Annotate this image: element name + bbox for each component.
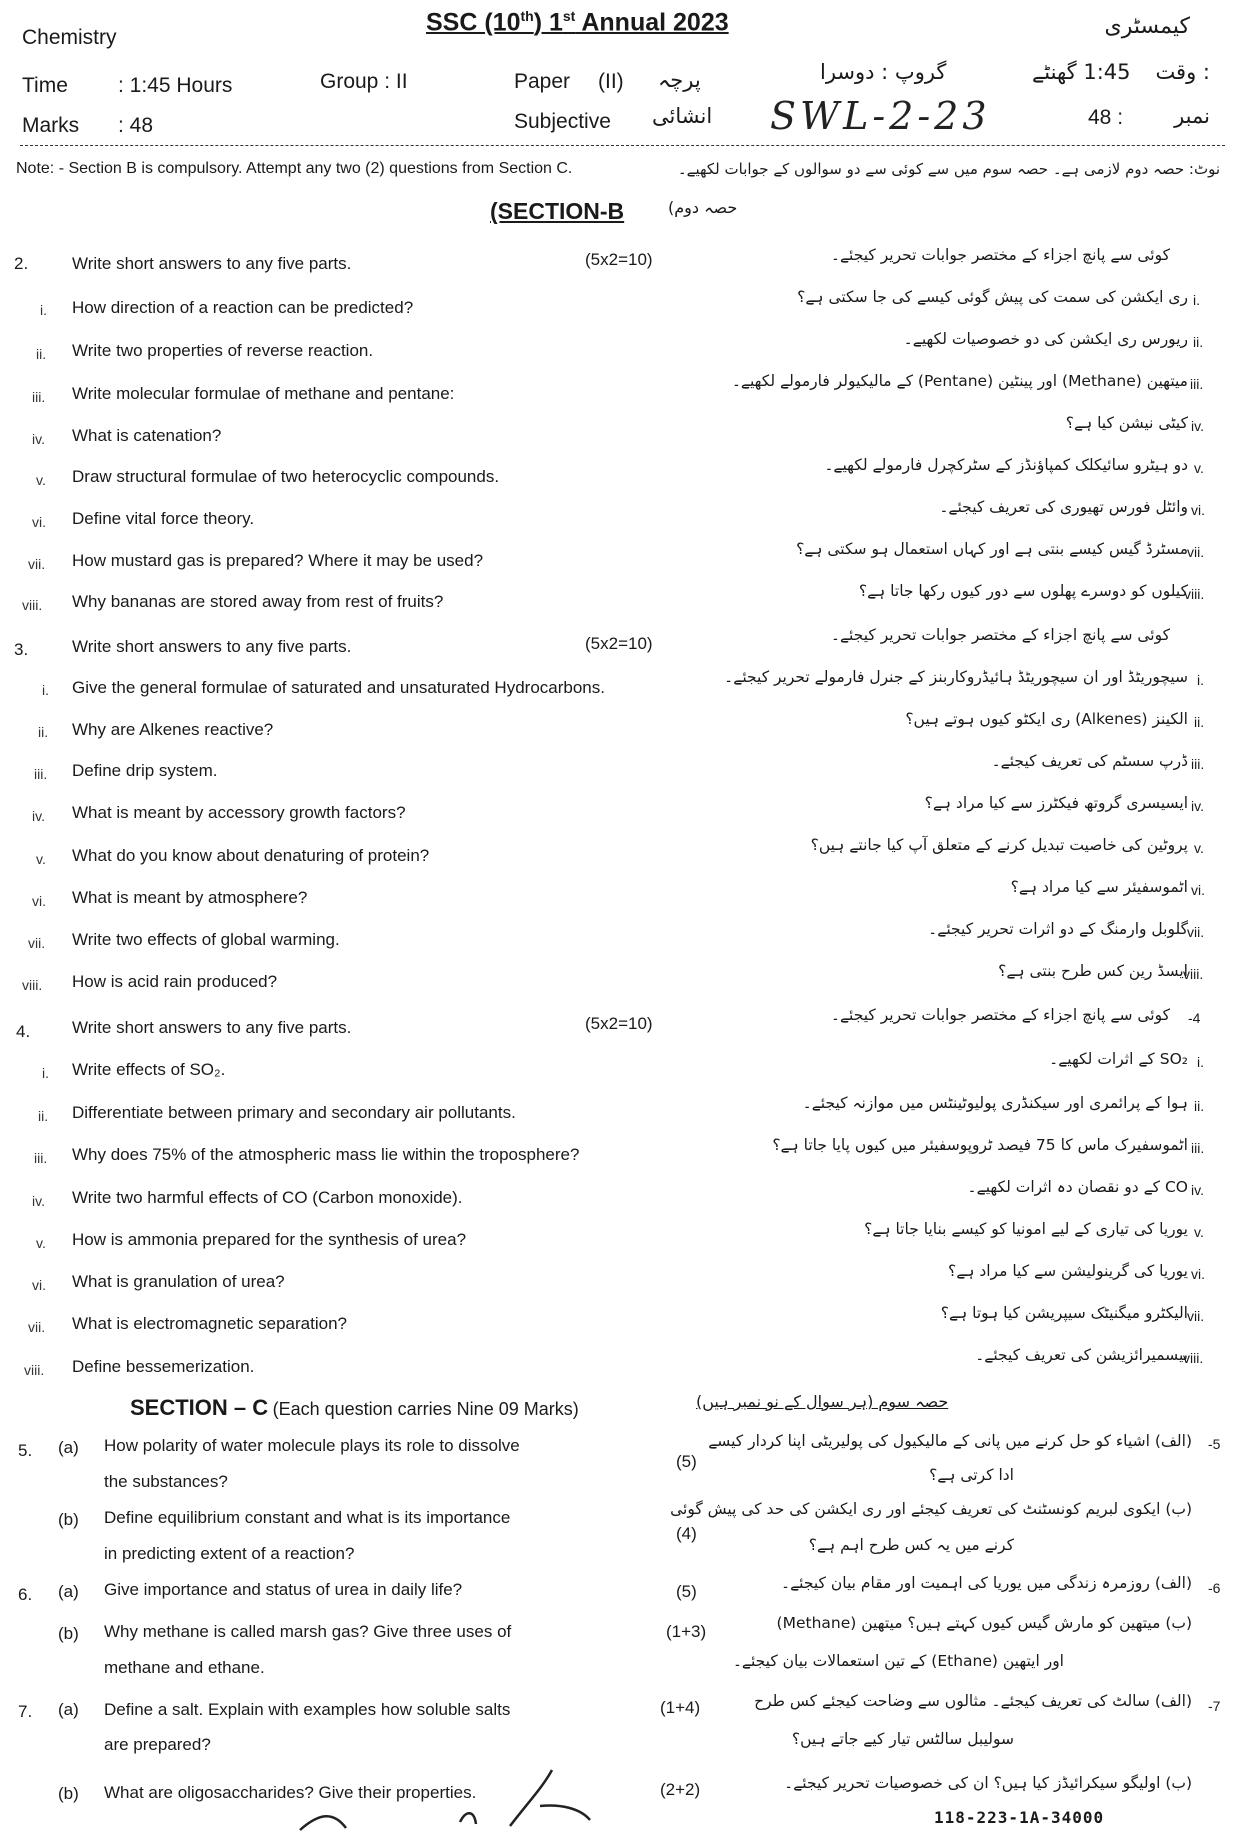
question-marks: (5x2=10) <box>585 634 653 653</box>
part-text-urdu: یوریا کی تیاری کے لیے امونیا کو کیسے بنایا جاتا ہے؟ <box>864 1220 1188 1238</box>
part-number-urdu: iii. <box>1190 376 1204 392</box>
part-number-urdu: ii. <box>1194 714 1205 730</box>
part-text: Write two properties of reverse reaction. <box>72 341 374 360</box>
part-number-urdu: v. <box>1194 1224 1204 1240</box>
part-number-urdu: viii. <box>1183 966 1204 982</box>
question-marks: (5) <box>676 1582 697 1601</box>
signature-scribble <box>290 1760 670 1834</box>
part-number: iv. <box>32 1193 45 1209</box>
time-label: Time <box>22 74 68 97</box>
part-number-urdu: iv. <box>1191 1182 1204 1198</box>
section-c-title: SECTION – C (Each question carries Nine 09 Marks) <box>130 1395 579 1420</box>
question-marks: (4) <box>676 1524 697 1543</box>
question-number-urdu: -4 <box>1188 1010 1201 1026</box>
part-number-urdu: iv. <box>1191 418 1204 434</box>
part-number-urdu: v. <box>1194 460 1204 476</box>
question-text-line1: Why methane is called marsh gas? Give three uses of <box>104 1622 512 1641</box>
subject-title-urdu: کیمسٹری <box>1104 14 1190 39</box>
part-number: iii. <box>34 766 48 782</box>
section-b-title: (SECTION-B <box>490 198 625 224</box>
exam-title: SSC (10th) 1st Annual 2023 <box>426 8 729 37</box>
paper-label-urdu: پرچہ <box>658 68 701 92</box>
part-number: vii. <box>28 556 46 572</box>
part-number: iv. <box>32 431 45 447</box>
part-text-urdu: اٹموسفیرک ماس کا 75 فیصد ٹروپوسفیئر میں کیوں پایا جاتا ہے؟ <box>772 1136 1188 1154</box>
note-urdu: نوٹ: حصہ دوم لازمی ہے۔ حصہ سوم میں سے کوئی سے دو سوالوں کے جوابات لکھیے۔ <box>677 160 1220 178</box>
question-text-urdu-line2: اور ایتھین (Ethane) کے تین استعمالات بیان کیجئے۔ <box>732 1652 1064 1670</box>
part-number-urdu: viii. <box>1184 586 1205 602</box>
part-text-urdu: پروٹین کی خاصیت تبدیل کرنے کے متعلق آپ کیا جانتے ہیں؟ <box>810 836 1188 854</box>
part-text-urdu: CO کے دو نقصان دہ اثرات لکھیے۔ <box>967 1178 1188 1196</box>
marks-label-urdu: نمبر <box>1174 104 1210 128</box>
section-c-title-urdu: حصہ سوم (ہر سوال کے نو نمبر ہیں) <box>696 1392 949 1411</box>
part-text: What is electromagnetic separation? <box>72 1314 347 1333</box>
part-number: vi. <box>32 1277 46 1293</box>
part-text-urdu: یوریا کی گرینولیشن سے کیا مراد ہے؟ <box>948 1262 1188 1280</box>
marks-value: : 48 <box>118 114 154 137</box>
part-number-urdu: vi. <box>1191 882 1205 898</box>
marks-label: Marks <box>22 114 80 137</box>
part-text: Write molecular formulae of methane and pentane: <box>72 384 455 403</box>
question-part-label: (b) <box>58 1784 79 1803</box>
question-text-line2: in predicting extent of a reaction? <box>104 1544 355 1563</box>
part-text-urdu: بیسمیرائزیشن کی تعریف کیجئے۔ <box>975 1346 1188 1364</box>
part-text: How is ammonia prepared for the synthesis of urea? <box>72 1230 467 1249</box>
question-part-label: (b) <box>58 1624 79 1643</box>
part-text: What is granulation of urea? <box>72 1272 285 1291</box>
part-text-urdu: سیچوریٹڈ اور ان سیچوریٹڈ ہائیڈروکاربنز کے جنرل فارمولے تحریر کیجئے۔ <box>724 668 1188 686</box>
marks-value-urdu: 48 : <box>1088 106 1124 129</box>
time-value-urdu: 1:45 گھنٹے <box>1032 60 1131 84</box>
question-number-urdu: -6 <box>1208 1580 1221 1596</box>
question-text-line1: How polarity of water molecule plays its role to dissolve <box>104 1436 520 1455</box>
part-text: Write two effects of global warming. <box>72 930 340 949</box>
part-text-urdu: ایسیسری گروتھ فیکٹرز سے کیا مراد ہے؟ <box>924 794 1188 812</box>
part-number: vi. <box>32 514 46 530</box>
part-text-urdu: الیکٹرو میگنیٹک سیپریشن کیا ہوتا ہے؟ <box>940 1304 1188 1322</box>
part-text: How direction of a reaction can be predicted? <box>72 298 414 317</box>
question-instruction: Write short answers to any five parts. <box>72 1018 352 1037</box>
time-label-urdu: : وقت <box>1155 60 1210 84</box>
subjective-label-urdu: انشائی <box>652 104 713 128</box>
part-text-urdu: الکینز (Alkenes) ری ایکٹو کیوں ہوتے ہیں؟ <box>905 710 1188 728</box>
part-number-urdu: ii. <box>1193 334 1204 350</box>
question-text-line2: are prepared? <box>104 1735 211 1754</box>
part-text: Draw structural formulae of two heterocyclic compounds. <box>72 467 500 486</box>
part-text: How is acid rain produced? <box>72 972 278 991</box>
part-number-urdu: vii. <box>1187 544 1205 560</box>
part-number-urdu: iv. <box>1191 798 1204 814</box>
part-number: ii. <box>38 1108 49 1124</box>
question-text-urdu-line2: سولیبل سالٹس تیار کیے جاتے ہیں؟ <box>791 1730 1014 1748</box>
question-marks: (5x2=10) <box>585 250 653 269</box>
part-number: ii. <box>38 724 49 740</box>
subjective-label: Subjective <box>514 110 611 133</box>
question-text-urdu-line1: (ب) اولیگو سیکرائیڈز کیا ہیں؟ ان کی خصوصیات تحریر کیجئے۔ <box>784 1774 1192 1792</box>
part-number: v. <box>36 1235 46 1251</box>
question-instruction: Write short answers to any five parts. <box>72 637 352 656</box>
part-number: iv. <box>32 808 45 824</box>
part-number-urdu: ii. <box>1194 1098 1205 1114</box>
part-text: Why does 75% of the atmospheric mass lie within the troposphere? <box>72 1145 580 1164</box>
question-number: 3. <box>14 640 29 659</box>
part-text-urdu: ہوا کے پرائمری اور سیکنڈری پولیوٹینٹس میں موازنہ کیجئے۔ <box>802 1094 1188 1112</box>
header-divider <box>20 145 1225 146</box>
group-label-urdu: گروپ : دوسرا <box>820 60 947 84</box>
part-text: How mustard gas is prepared? Where it may be used? <box>72 551 484 570</box>
question-instruction-urdu: کوئی سے پانچ اجزاء کے مختصر جوابات تحریر کیجئے۔ <box>830 246 1170 264</box>
question-number: 2. <box>14 254 29 273</box>
part-number: v. <box>36 851 46 867</box>
part-number-urdu: vi. <box>1191 502 1205 518</box>
question-text-line1: Give importance and status of urea in daily life? <box>104 1580 463 1599</box>
part-text-urdu: کیٹی نیشن کیا ہے؟ <box>1065 414 1188 432</box>
question-number: 7. <box>18 1702 33 1721</box>
part-text-urdu: ری ایکشن کی سمت کی پیش گوئی کیسے کی جا سکتی ہے؟ <box>797 288 1188 306</box>
part-number: i. <box>42 682 49 698</box>
question-text-urdu-line2: کرنے میں یہ کس طرح اہم ہے؟ <box>808 1536 1014 1554</box>
part-number: ii. <box>36 346 47 362</box>
question-text-line2: the substances? <box>104 1472 228 1491</box>
part-number: viii. <box>22 977 43 993</box>
question-number: 6. <box>18 1585 33 1604</box>
part-number: vii. <box>28 1319 46 1335</box>
part-text: Why are Alkenes reactive? <box>72 720 274 739</box>
question-text-urdu-line2: ادا کرتی ہے؟ <box>929 1466 1014 1484</box>
part-text: Define drip system. <box>72 761 218 780</box>
subject-title: Chemistry <box>22 26 117 49</box>
part-number-urdu: i. <box>1193 292 1200 308</box>
question-instruction-urdu: کوئی سے پانچ اجزاء کے مختصر جوابات تحریر کیجئے۔ <box>830 626 1170 644</box>
part-text: Give the general formulae of saturated and unsaturated Hydrocarbons. <box>72 678 605 697</box>
time-value: : 1:45 Hours <box>118 74 233 97</box>
question-marks: (1+3) <box>666 1622 707 1641</box>
question-part-label: (a) <box>58 1700 79 1719</box>
part-number: viii. <box>22 597 43 613</box>
question-text-line1: What are oligosaccharides? Give their properties. <box>104 1783 477 1802</box>
question-part-label: (b) <box>58 1510 79 1529</box>
question-number-urdu: -5 <box>1208 1436 1221 1452</box>
section-b-title-urdu: حصہ دوم) <box>668 198 738 217</box>
part-number: vi. <box>32 893 46 909</box>
part-number: i. <box>40 302 47 318</box>
question-instruction: Write short answers to any five parts. <box>72 254 352 273</box>
question-text-urdu-line1: (ب) میتھین کو مارش گیس کیوں کہتے ہیں؟ میتھین (Methane) <box>776 1614 1192 1632</box>
part-text-urdu: ریورس ری ایکشن کی دو خصوصیات لکھیے۔ <box>903 330 1188 348</box>
part-text: What is catenation? <box>72 426 222 445</box>
part-number-urdu: vi. <box>1191 1266 1205 1282</box>
part-number-urdu: vii. <box>1187 1308 1205 1324</box>
part-number-urdu: viii. <box>1183 1350 1204 1366</box>
part-text: Define bessemerization. <box>72 1357 255 1376</box>
paper-serial-code: 118-223-1A-34000 <box>934 1808 1105 1827</box>
part-text: What do you know about denaturing of protein? <box>72 846 430 865</box>
part-text-urdu: دو ہیٹرو سائیکلک کمپاؤنڈز کے سٹرکچرل فارمولے لکھیے۔ <box>824 456 1188 474</box>
part-text-urdu: میتھین (Methane) اور پینٹین (Pentane) کے مالیکیولر فارمولے لکھیے۔ <box>731 372 1188 390</box>
question-text-urdu-line1: (الف) روزمرہ زندگی میں یوریا کی اہمیت اور مقام بیان کیجئے۔ <box>781 1574 1192 1592</box>
question-number-urdu: -7 <box>1208 1698 1221 1714</box>
note-english: Note: - Section B is compulsory. Attempt any two (2) questions from Section C. <box>16 160 573 177</box>
paper-value: (II) <box>598 70 624 93</box>
part-text: What is meant by atmosphere? <box>72 888 308 907</box>
question-marks: (5) <box>676 1452 697 1471</box>
question-marks: (2+2) <box>660 1780 701 1799</box>
part-text-urdu: ڈرپ سسٹم کی تعریف کیجئے۔ <box>991 752 1188 770</box>
question-text-urdu-line1: (الف) اشیاء کو حل کرنے میں پانی کے مالیکیول کی پولیریٹی اپنا کردار کیسے <box>708 1432 1192 1450</box>
part-text-urdu: اٹموسفیئر سے کیا مراد ہے؟ <box>1010 878 1188 896</box>
part-number: v. <box>36 472 46 488</box>
question-text-urdu-line1: (الف) سالٹ کی تعریف کیجئے۔ مثالوں سے وضاحت کیجئے کس طرح <box>754 1692 1192 1710</box>
question-number: 4. <box>16 1022 31 1041</box>
part-text: Differentiate between primary and secondary air pollutants. <box>72 1103 516 1122</box>
handwritten-paper-code: SWL-2-23 <box>770 94 991 138</box>
part-text-urdu: کیلوں کو دوسرے پھلوں سے دور کیوں رکھا جاتا ہے؟ <box>858 582 1188 600</box>
question-instruction-urdu: کوئی سے پانچ اجزاء کے مختصر جوابات تحریر کیجئے۔ <box>830 1006 1170 1024</box>
question-marks: (1+4) <box>660 1698 701 1717</box>
part-text: Define vital force theory. <box>72 509 255 528</box>
question-text-line1: Define a salt. Explain with examples how soluble salts <box>104 1700 511 1719</box>
paper-label: Paper <box>514 70 571 93</box>
part-text-urdu: SO₂ کے اثرات لکھیے۔ <box>1049 1050 1188 1068</box>
question-text-line2: methane and ethane. <box>104 1658 265 1677</box>
part-number: iii. <box>32 389 46 405</box>
part-number-urdu: iii. <box>1191 1140 1205 1156</box>
question-part-label: (a) <box>58 1438 79 1457</box>
part-text-urdu: ایسڈ رین کس طرح بنتی ہے؟ <box>998 962 1188 980</box>
part-number: i. <box>42 1065 49 1081</box>
part-text-urdu: مسٹرڈ گیس کیسے بنتی ہے اور کہاں استعمال ہو سکتی ہے؟ <box>796 540 1188 558</box>
question-part-label: (a) <box>58 1582 79 1601</box>
question-number: 5. <box>18 1441 33 1460</box>
group-label: Group : II <box>320 70 408 93</box>
question-text-line1: Define equilibrium constant and what is its importance <box>104 1508 511 1527</box>
part-number-urdu: i. <box>1197 1054 1204 1070</box>
part-number-urdu: i. <box>1197 672 1204 688</box>
part-text-urdu: گلوبل وارمنگ کے دو اثرات تحریر کیجئے۔ <box>928 920 1188 938</box>
part-number: viii. <box>24 1362 45 1378</box>
part-text: Why bananas are stored away from rest of fruits? <box>72 592 444 611</box>
part-text: Write two harmful effects of CO (Carbon monoxide). <box>72 1188 463 1207</box>
part-text-urdu: وائٹل فورس تھیوری کی تعریف کیجئے۔ <box>939 498 1188 516</box>
part-number-urdu: iii. <box>1191 756 1205 772</box>
question-marks: (5x2=10) <box>585 1014 653 1033</box>
part-number: vii. <box>28 935 46 951</box>
part-number-urdu: vii. <box>1187 924 1205 940</box>
part-text: Write effects of SO₂. <box>72 1060 226 1079</box>
part-text: What is meant by accessory growth factors? <box>72 803 406 822</box>
question-text-urdu-line1: (ب) ایکوی لبریم کونسٹنٹ کی تعریف کیجئے اور ری ایکشن کی حد کی پیش گوئی <box>670 1500 1192 1518</box>
part-number: iii. <box>34 1150 48 1166</box>
part-number-urdu: v. <box>1194 840 1204 856</box>
